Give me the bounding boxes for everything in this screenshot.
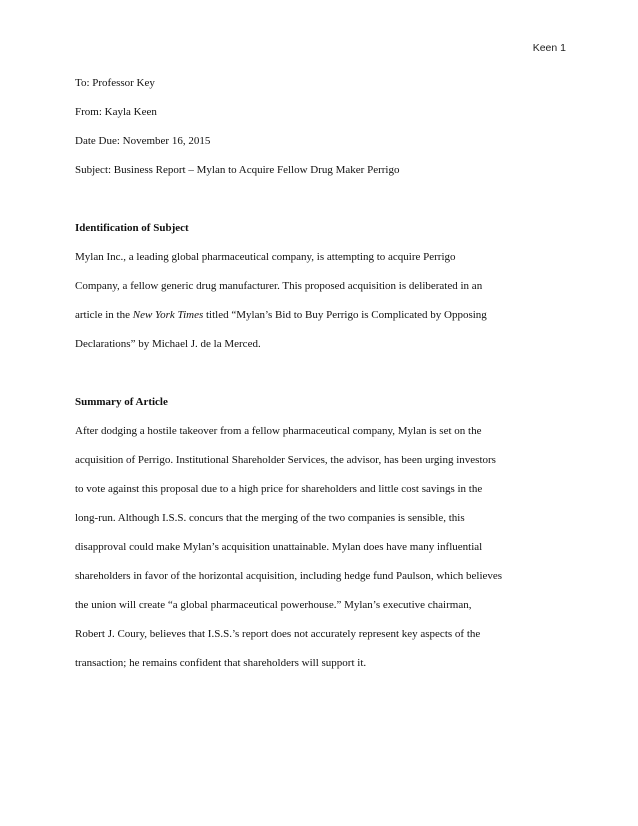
memo-subject: Subject: Business Report – Mylan to Acquire Fellow Drug Maker Perrigo [75,164,400,176]
text-run: article in the [75,309,133,321]
paragraph-identification [75,250,565,366]
paragraph-line: shareholders in favor of the horizontal acquisition, including hedge fund Paulson, which believes [75,570,503,582]
section-heading-identification: Identification of Subject [75,222,189,234]
paragraph-line: to vote against this proposal due to a high price for shareholders and little cost savings in the [75,483,483,495]
page-number-header: Keen 1 [532,42,566,54]
memo-to: To: Professor Key [75,77,155,89]
paragraph-line: Declarations” by Michael J. de la Merced. [75,338,261,350]
text-run: titled “Mylan’s Bid to Buy Perrigo is Complicated by Opposing [203,309,487,321]
section-heading-summary: Summary of Article [75,396,168,408]
paragraph-line: Mylan Inc., a leading global pharmaceutical company, is attempting to acquire Perrigo [75,251,456,263]
paragraph-line [75,308,565,337]
paragraph-line: transaction; he remains confident that shareholders will support it. [75,657,367,669]
paragraph-line: acquisition of Perrigo. Institutional Shareholder Services, the advisor, has been urging investors [75,454,496,466]
paragraph-line: Company, a fellow generic drug manufacturer. This proposed acquisition is deliberated in an [75,280,483,292]
memo-date: Date Due: November 16, 2015 [75,135,211,147]
publication-title: New York Times [132,309,204,321]
paragraph-line: After dodging a hostile takeover from a fellow pharmaceutical company, Mylan is set on the [75,425,482,437]
paragraph-line: the union will create “a global pharmaceutical powerhouse.” Mylan’s executive chairman, [75,599,472,611]
paragraph-line: Robert J. Coury, believes that I.S.S.’s report does not accurately represent key aspects of the [75,628,481,640]
paragraph-line: disapproval could make Mylan’s acquisition unattainable. Mylan does have many influential [75,541,483,553]
paragraph-summary [75,424,565,685]
memo-from: From: Kayla Keen [75,106,157,118]
paragraph-line: long-run. Although I.S.S. concurs that the merging of the two companies is sensible, this [75,512,465,524]
